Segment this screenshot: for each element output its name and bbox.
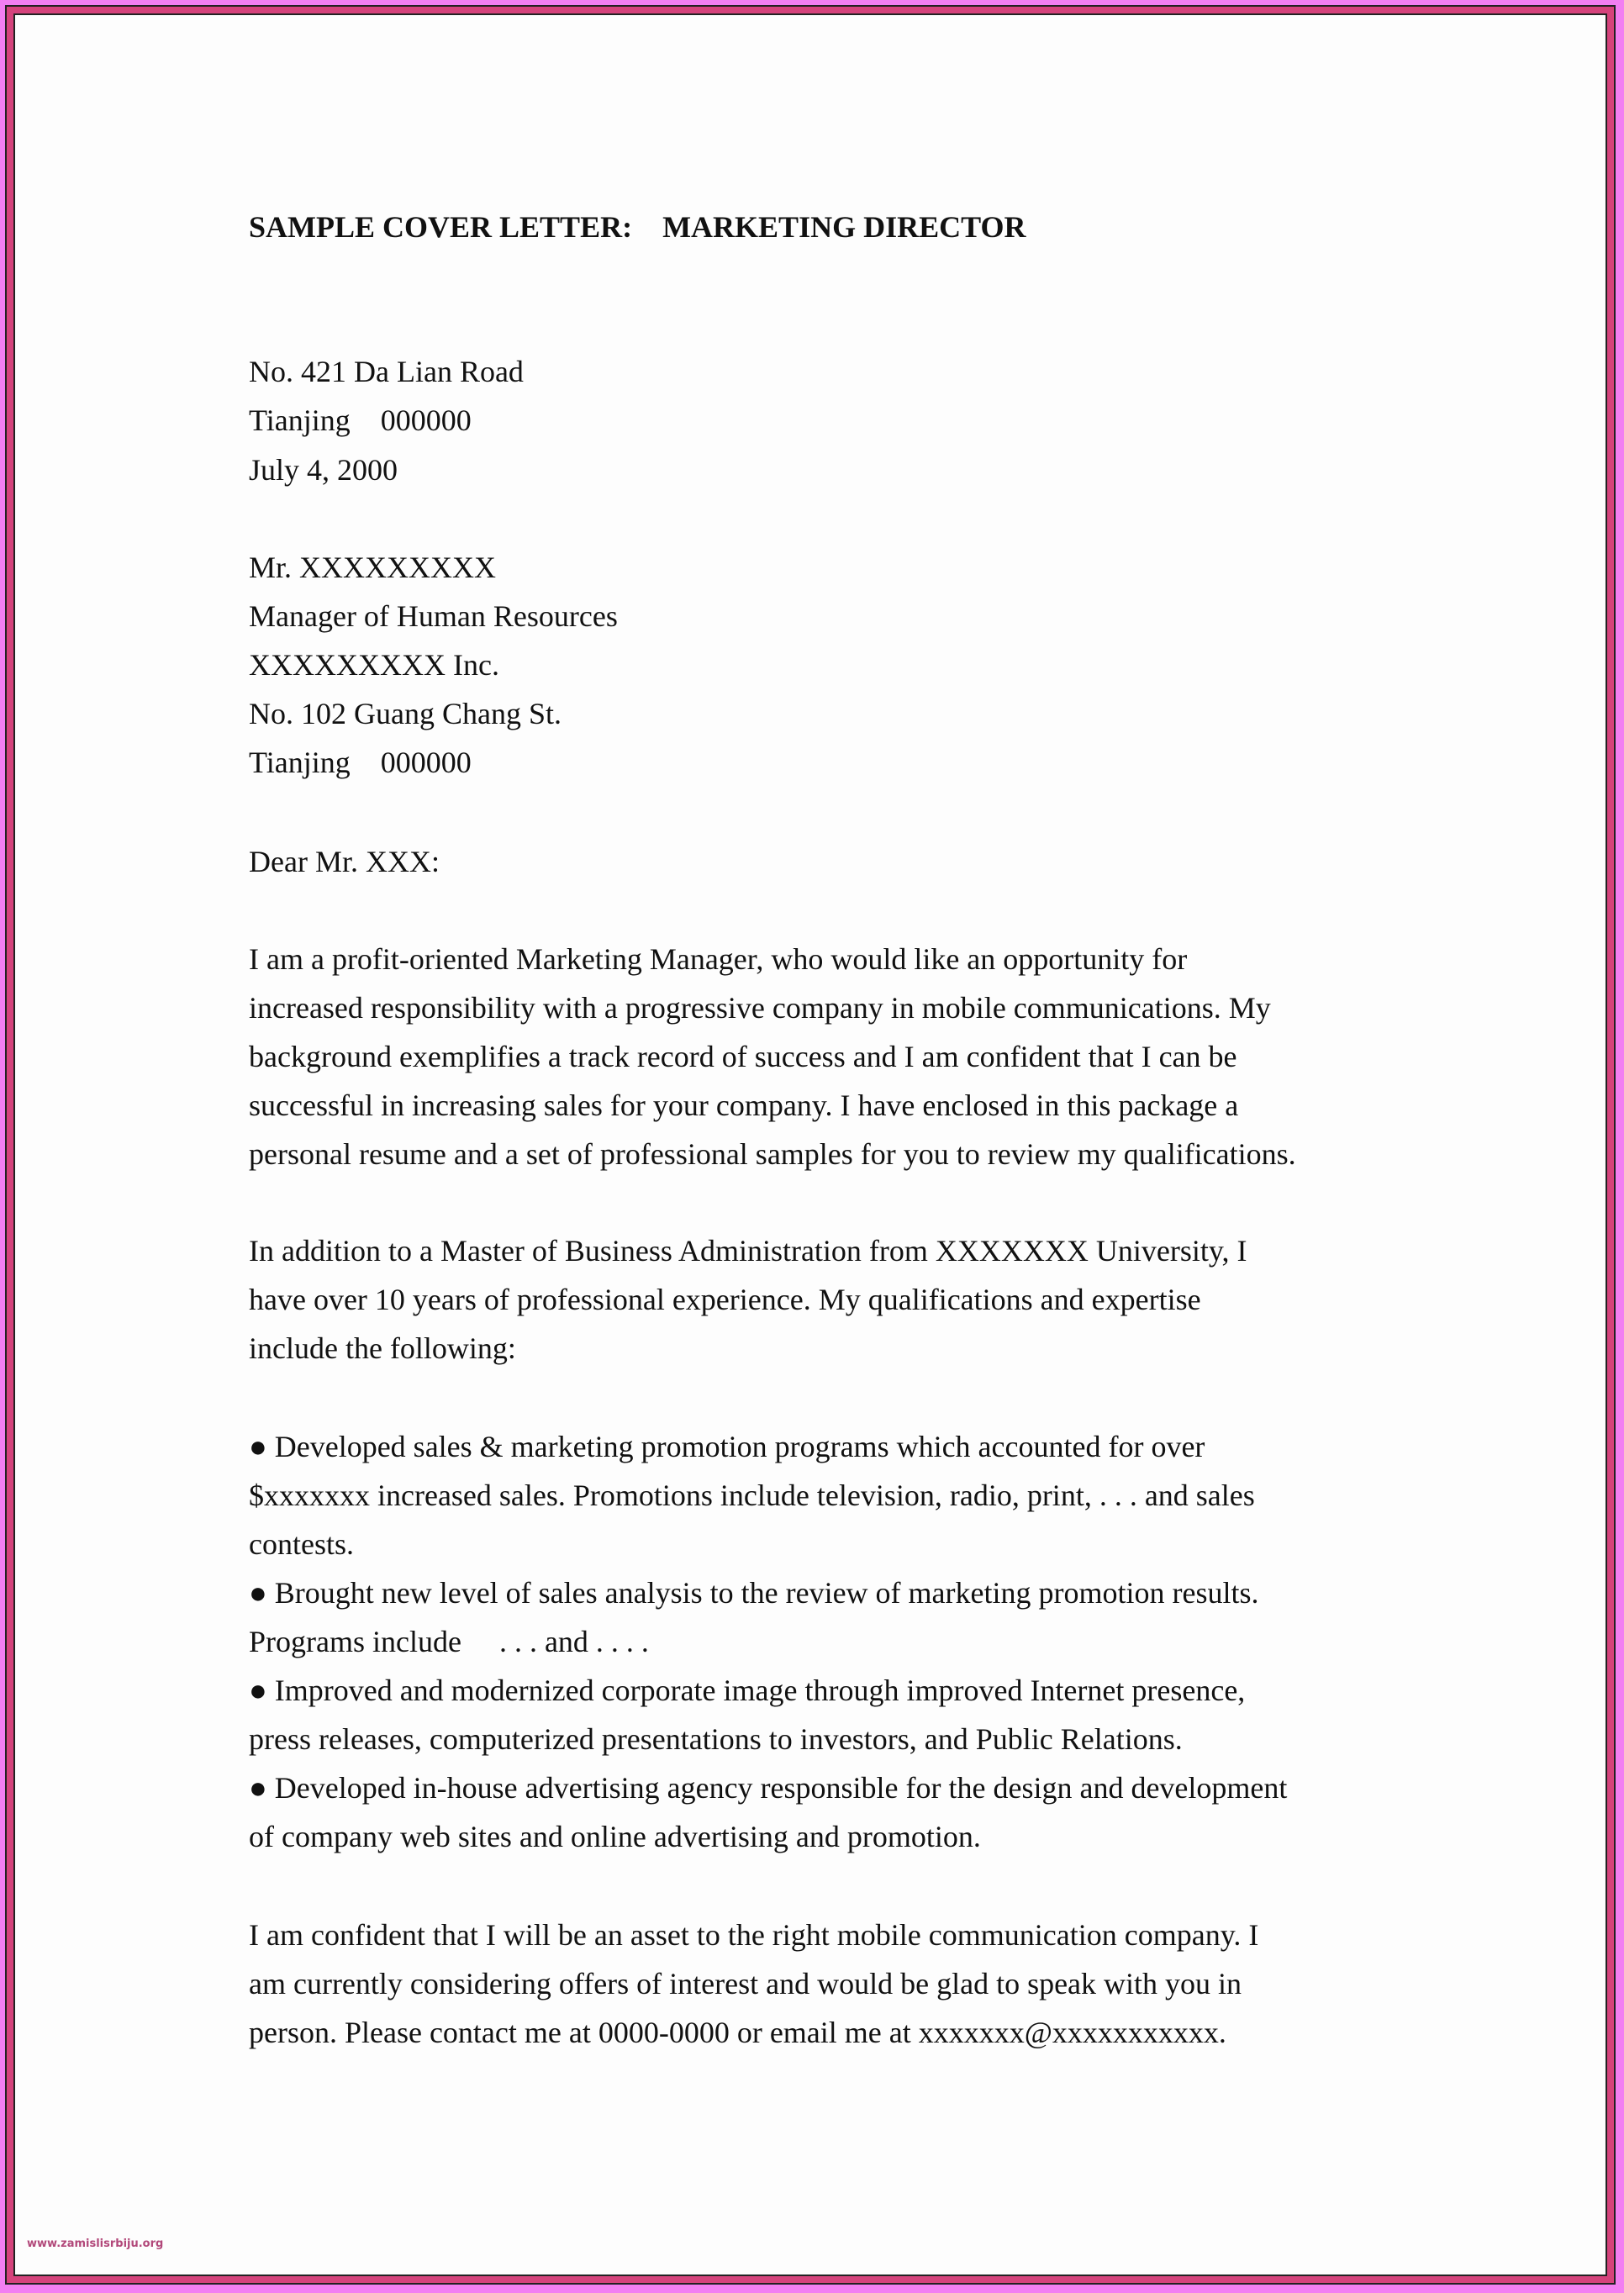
recipient-line: XXXXXXXXX Inc. — [249, 648, 499, 682]
letter-date: July 4, 2000 — [249, 453, 398, 487]
recipient-line: Manager of Human Resources — [249, 599, 618, 633]
paragraph-line: I am confident that I will be an asset to the right mobile communication company. I — [249, 1918, 1259, 1952]
paragraph-line: background exemplifies a track record of success and I am confident that I can be — [249, 1040, 1237, 1073]
letter-title: SAMPLE COVER LETTER: MARKETING DIRECTOR — [249, 210, 1026, 244]
paragraph-line: personal resume and a set of professional samples for you to review my qualifications. — [249, 1137, 1296, 1171]
salutation: Dear Mr. XXX: — [249, 845, 440, 878]
bullet-line: ● Improved and modernized corporate image through improved Internet presence, — [249, 1674, 1246, 1707]
paragraph-line: am currently considering offers of interest and would be glad to speak with you in — [249, 1967, 1242, 2000]
paragraph-line: person. Please contact me at 0000-0000 or email me at xxxxxxx@xxxxxxxxxxx. — [249, 2016, 1226, 2049]
bullet-line: $xxxxxxx increased sales. Promotions include television, radio, print, . . . and sales — [249, 1479, 1255, 1512]
paragraph-line: include the following: — [249, 1331, 516, 1365]
paragraph-line: have over 10 years of professional experience. My qualifications and expertise — [249, 1283, 1201, 1316]
recipient-line: Mr. XXXXXXXXX — [249, 551, 496, 584]
sender-line: No. 421 Da Lian Road — [249, 355, 524, 388]
paragraph-line: successful in increasing sales for your company. I have enclosed in this package a — [249, 1089, 1239, 1122]
bullet-line: Programs include . . . and . . . . — [249, 1625, 649, 1658]
bullet-line: ● Developed in-house advertising agency responsible for the design and development — [249, 1771, 1288, 1805]
recipient-line: Tianjing 000000 — [249, 746, 472, 779]
bullet-line: ● Developed sales & marketing promotion programs which accounted for over — [249, 1430, 1205, 1463]
recipient-line: No. 102 Guang Chang St. — [249, 697, 562, 730]
bullet-line: ● Brought new level of sales analysis to the review of marketing promotion results. — [249, 1576, 1259, 1610]
paragraph-line: In addition to a Master of Business Administration from XXXXXXX University, I — [249, 1234, 1247, 1268]
bullet-line: contests. — [249, 1527, 354, 1561]
paragraph-line: increased responsibility with a progressive company in mobile communications. My — [249, 991, 1271, 1025]
watermark: www.zamislisrbiju.org — [27, 2238, 164, 2250]
sender-line: Tianjing 000000 — [249, 403, 472, 437]
paragraph-line: I am a profit-oriented Marketing Manager, who would like an opportunity for — [249, 942, 1188, 976]
bullet-line: of company web sites and online advertising and promotion. — [249, 1820, 981, 1853]
bullet-line: press releases, computerized presentations to investors, and Public Relations. — [249, 1722, 1183, 1756]
